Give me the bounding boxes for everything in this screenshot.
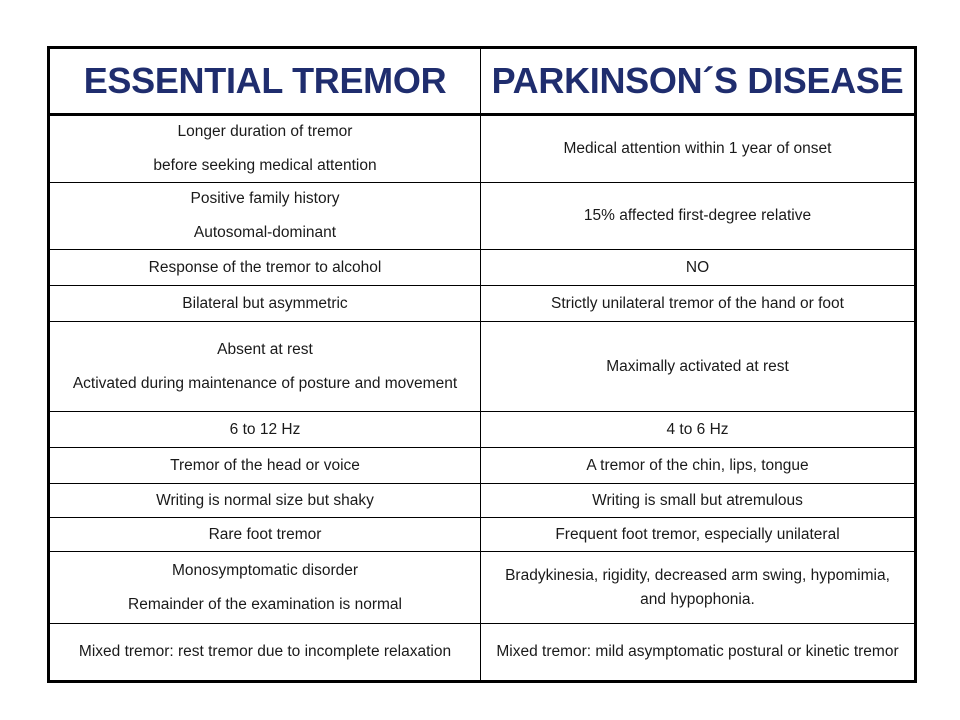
cell-text: Tremor of the head or voice (170, 456, 360, 474)
essential-tremor-cell (49, 484, 481, 518)
cell-text: before seeking medical attention (153, 157, 377, 174)
cell-text: 6 to 12 Hz (229, 420, 301, 438)
cell-text: Response of the tremor to alcohol (148, 258, 382, 276)
parkinsons-cell (481, 322, 916, 412)
table-row (49, 250, 916, 286)
cell-text: Positive family history (190, 190, 340, 207)
essential-tremor-cell (49, 448, 481, 484)
parkinsons-cell (481, 183, 916, 250)
essential-tremor-cell (49, 286, 481, 322)
table-header (49, 48, 916, 115)
cell-text: Writing is small but atremulous (592, 491, 803, 509)
cell-text: Bradykinesia, rigidity, decreased arm swing, hypomimia, and hypophonia. (505, 566, 890, 608)
parkinsons-cell (481, 115, 916, 183)
parkinsons-cell (481, 518, 916, 552)
cell-text: Frequent foot tremor, especially unilateral (555, 525, 840, 543)
parkinsons-cell (481, 250, 916, 286)
cell-text: Bilateral but asymmetric (182, 294, 348, 312)
header-essential-tremor: ESSENTIAL TREMOR (49, 48, 481, 115)
essential-tremor-cell (49, 250, 481, 286)
comparison-table (47, 46, 917, 683)
parkinsons-cell (481, 286, 916, 322)
parkinsons-cell (481, 552, 916, 624)
table-row (49, 286, 916, 322)
cell-text: Mixed tremor: rest tremor due to incomplete relaxation (78, 643, 452, 660)
table-row (49, 484, 916, 518)
cell-text: Rare foot tremor (208, 525, 322, 543)
table-row (49, 412, 916, 448)
table-row (49, 183, 916, 250)
cell-text: Strictly unilateral tremor of the hand or foot (551, 294, 844, 312)
table-row (49, 115, 916, 183)
cell-text: Maximally activated at rest (606, 357, 789, 375)
essential-tremor-cell (49, 552, 481, 624)
table-row (49, 322, 916, 412)
cell-text: Longer duration of tremor (177, 123, 353, 140)
cell-text: 4 to 6 Hz (666, 420, 729, 438)
essential-tremor-cell (49, 624, 481, 682)
cell-text: Remainder of the examination is normal (128, 595, 402, 613)
cell-text: 15% affected first-degree relative (583, 207, 812, 224)
table-row (49, 518, 916, 552)
header-parkinsons-disease: PARKINSON´S DISEASE (481, 48, 916, 115)
cell-text: NO (685, 258, 710, 276)
cell-text: Medical attention within 1 year of onset (563, 140, 832, 157)
parkinsons-cell (481, 412, 916, 448)
essential-tremor-cell (49, 412, 481, 448)
cell-text: Monosymptomatic disorder (171, 561, 359, 579)
cell-text: Absent at rest (217, 340, 313, 358)
essential-tremor-cell (49, 322, 481, 412)
cell-text: Activated during maintenance of posture and movement (72, 374, 458, 392)
table-row (49, 448, 916, 484)
parkinsons-cell (481, 484, 916, 518)
essential-tremor-cell (49, 183, 481, 250)
parkinsons-cell (481, 448, 916, 484)
essential-tremor-cell (49, 518, 481, 552)
table-body (49, 115, 916, 682)
cell-text: Writing is normal size but shaky (156, 491, 374, 509)
cell-text: Mixed tremor: mild asymptomatic postural or kinetic tremor (496, 643, 899, 660)
cell-text: Autosomal-dominant (193, 224, 337, 241)
essential-tremor-cell (49, 115, 481, 183)
parkinsons-cell (481, 624, 916, 682)
cell-text: A tremor of the chin, lips, tongue (586, 456, 809, 474)
header-row (49, 48, 916, 115)
table-row (49, 624, 916, 682)
table-row (49, 552, 916, 624)
